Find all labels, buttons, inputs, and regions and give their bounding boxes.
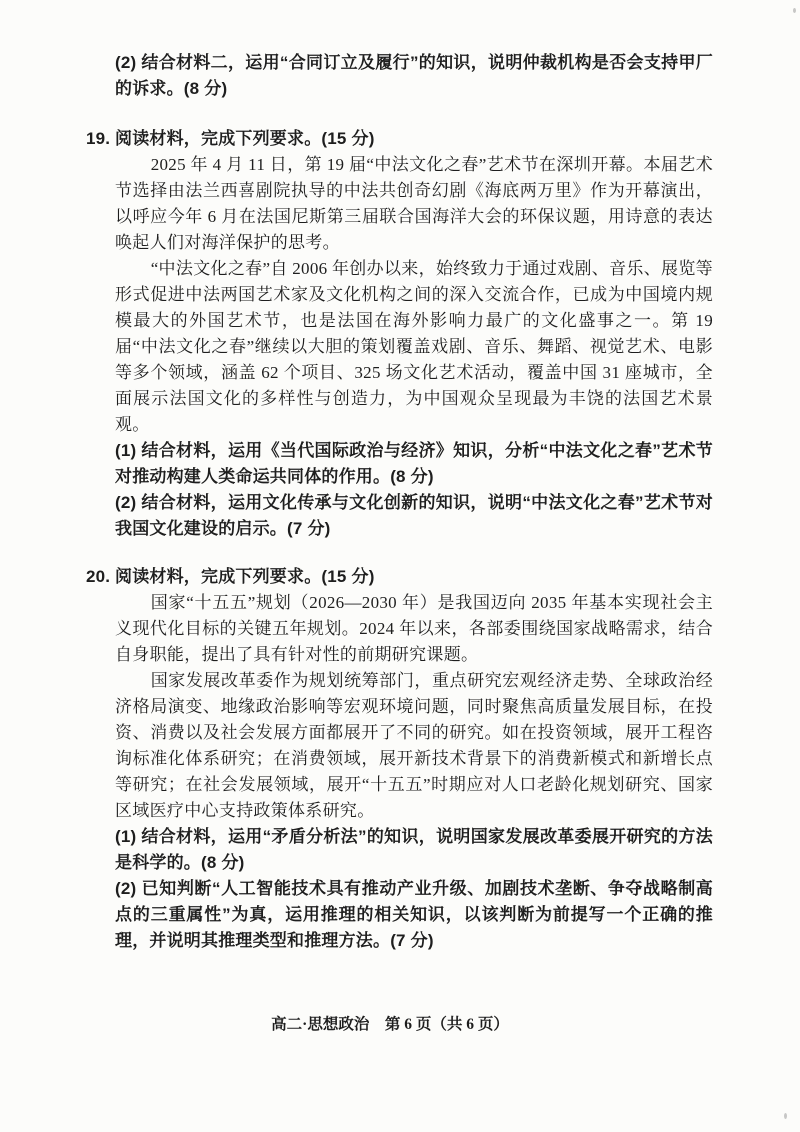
q19-material-paragraph-2: “中法文化之春”自 2006 年创办以来，始终致力于通过戏剧、音乐、展览等形式促进中法两国艺术家及文化机构之间的深入交流合作，已成为中国境内规模最大的外国艺术节，也是法国在海外影响力最广的文化盛事之一。第 19 届“中法文化之春”继续以大胆的策划覆盖戏剧、音乐、舞蹈、视觉艺术、电影等多个领域，涵盖 62 个项目、325 场文化艺术活动，覆盖中国 31 座城市，全面展示法国文化的多样性与创造力，为中国观众呈现最为丰饶的法国艺术景观。: [115, 259, 713, 434]
q20-material-paragraph-1: 国家“十五五”规划（2026—2030 年）是我国迈向 2035 年基本实现社会主义现代化目标的关键五年规划。2024 年以来，各部委围绕国家战略需求，结合自身职能，提出了具有针对性的前期研究课题。: [115, 593, 713, 664]
q19-material-paragraph-1: 2025 年 4 月 11 日，第 19 届“中法文化之春”艺术节在深圳开幕。本届艺术节选择由法兰西喜剧院执导的中法共创奇幻剧《海底两万里》作为开幕演出，以呼应今年 6 月在法国尼斯第三届联合国海洋大会的环保议题，用诗意的表达唤起人们对海洋保护的思考。: [115, 155, 713, 252]
q18-sub-question-2: (2) 结合材料二，运用“合同订立及履行”的知识，说明仲裁机构是否会支持甲厂的诉求。(8 分): [115, 53, 713, 98]
q19-sub-question-1: (1) 结合材料，运用《当代国际政治与经济》知识，分析“中法文化之春”艺术节对推动构建人类命运共同体的作用。(8 分): [115, 441, 713, 486]
q19-number: 19.: [86, 129, 111, 148]
q19-header: [86, 126, 713, 152]
q20-material-paragraph-2: 国家发展改革委作为规划统筹部门，重点研究宏观经济走势、全球政治经济格局演变、地缘政治影响等宏观环境问题，同时聚焦高质量发展目标，在投资、消费以及社会发展方面都展开了不同的研究。如在投资领域，展开工程咨询标准化体系研究；在消费领域，展开新技术背景下的消费新模式和新增长点等研究；在社会发展领域，展开“十五五”时期应对人口老龄化规划研究、国家区域医疗中心支持政策体系研究。: [115, 671, 713, 820]
scan-speck: [784, 1113, 787, 1119]
q19-sub-question-2: (2) 结合材料，运用文化传承与文化创新的知识，说明“中法文化之春”艺术节对我国文化建设的启示。(7 分): [115, 493, 713, 538]
page-footer: 高二·思想政治 第 6 页（共 6 页）: [271, 1016, 509, 1033]
q20-sub-question-2: (2) 已知判断“人工智能技术具有推动产业升级、加剧技术垄断、争夺战略制高点的三重属性”为真，运用推理的相关知识，以该判断为前提写一个正确的推理，并说明其推理类型和推理方法。(7 分): [115, 879, 713, 950]
scan-speck: [793, 8, 796, 13]
document-body: [86, 50, 713, 954]
q20-sub-question-1: (1) 结合材料，运用“矛盾分析法”的知识，说明国家发展改革委展开研究的方法是科学的。(8 分): [115, 827, 713, 872]
scan-speck: [124, 83, 126, 85]
q20-number: 20.: [86, 567, 111, 586]
q19-header-text: 阅读材料，完成下列要求。(15 分): [115, 129, 375, 148]
q20-header: [86, 564, 713, 590]
q20-header-text: 阅读材料，完成下列要求。(15 分): [115, 567, 375, 586]
